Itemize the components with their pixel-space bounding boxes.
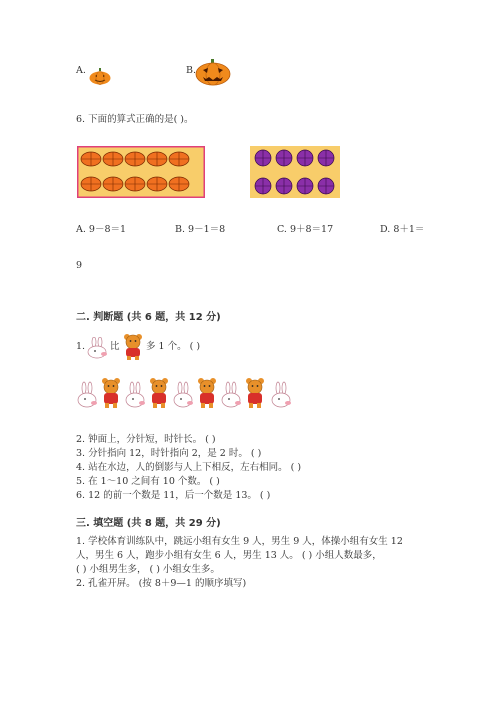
s2-q1-mid: 比: [110, 341, 120, 352]
s3-q1-line2: 人，男生 6 人，跑步小组有女生 6 人，男生 13 人。 ( ) 小组人数最多，: [76, 550, 382, 561]
section-3-header: 三. 填空题 (共 8 题，共 29 分): [76, 518, 221, 529]
q6-option-d: D. 8＋1＝: [380, 224, 425, 235]
s2-q6: 6. 12 的前一个数是 11，后一个数是 13。 ( ): [76, 490, 271, 501]
s2-q1-suffix: 多 1 个。 ( ): [146, 341, 201, 352]
s2-q1-prefix: 1.: [76, 341, 86, 352]
bear-icon: [122, 333, 144, 361]
purple-balls-image: [250, 146, 340, 198]
q6-option-b: B. 9－1＝8: [175, 224, 226, 235]
bunny-icon: [86, 337, 110, 359]
orange-balls-image: [77, 146, 205, 198]
bunnies-bears-row-image: [76, 377, 298, 411]
option-b-label: B.: [186, 65, 197, 76]
q6-option-c: C. 9＋8＝17: [277, 224, 334, 235]
s2-q3: 3. 分针指向 12，时针指向 2，是 2 时。 ( ): [76, 448, 262, 459]
q6-option-a: A. 9－8＝1: [76, 224, 127, 235]
s2-q4: 4. 站在水边，人的倒影与人上下相反，左右相同。 ( ): [76, 462, 302, 473]
s3-q1-line3: ( ) 小组男生多， ( ) 小组女生多。: [76, 564, 220, 575]
option-a-label: A.: [76, 65, 86, 76]
section-2-header: 二. 判断题 (共 6 题，共 12 分): [76, 312, 221, 323]
q6-question: 6. 下面的算式正确的是( )。: [76, 114, 194, 125]
s3-q2: 2. 孔雀开屏。 (按 8＋9—1 的顺序填写): [76, 578, 247, 589]
small-pumpkin-image: [89, 68, 111, 85]
large-pumpkin-image: [195, 59, 231, 86]
s3-q1-line1: 1. 学校体育训练队中，跳远小组有女生 9 人，男生 9 人，体操小组有女生 12: [76, 536, 403, 547]
q6-option-d-wrap: 9: [76, 260, 83, 271]
s2-q2: 2. 钟面上，分针短，时针长。 ( ): [76, 434, 216, 445]
s2-q5: 5. 在 1～10 之间有 10 个数。 ( ): [76, 476, 220, 487]
